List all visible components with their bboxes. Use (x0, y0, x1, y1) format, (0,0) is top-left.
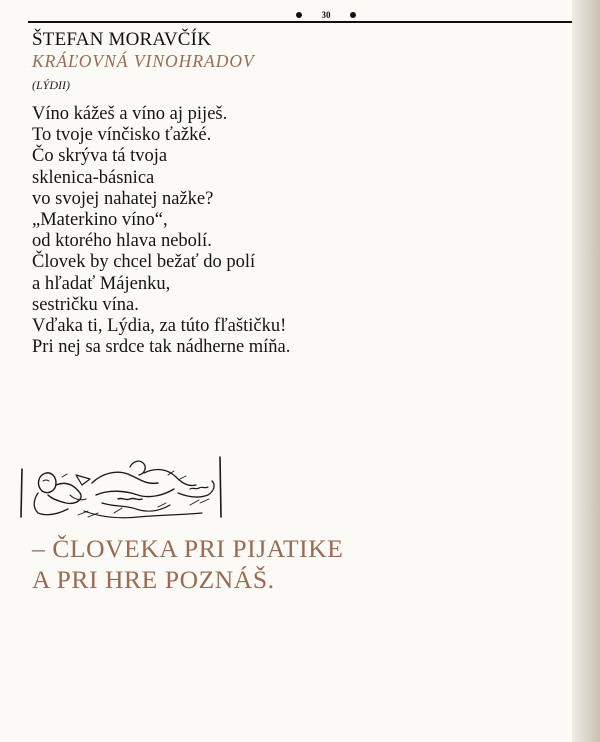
verse-line: Víno kážeš a víno aj piješ. (32, 104, 228, 124)
verse-line: Pri nej sa srdce tak nádherne míňa. (32, 337, 291, 358)
page-edge-shadow (572, 0, 600, 742)
verse-line: od ktorého hlava nebolí. (32, 231, 212, 252)
verse-line: Človek by chcel bežať do polí (32, 252, 256, 273)
poem-stanza (32, 104, 432, 358)
verse-line: Čo skrýva tá tvoja (32, 146, 168, 167)
page-number: 30 (321, 10, 331, 20)
verse-line: Vďaka ti, Lýdia, za túto fľaštičku! (32, 316, 287, 337)
poem-dedication: (LÝDII) (32, 78, 70, 92)
reclining-figures-sketch-icon (18, 455, 226, 525)
proverb-line: A PRI HRE POZNÁŠ. (32, 565, 275, 594)
verse-line: vo svojej nahatej nažke? (32, 188, 214, 209)
verse-line: sklenica-básnica (32, 167, 155, 188)
proverb (32, 533, 512, 595)
bullet-left-icon (296, 12, 302, 18)
verse-line: To tvoje vínčisko ťažké. (32, 125, 212, 146)
header-rule (28, 21, 572, 23)
verse-line: sestričku vína. (32, 294, 139, 315)
verse-line: a hľadať Májenku, (32, 273, 171, 294)
proverb-line: – ČLOVEKA PRI PIJATIKE (32, 534, 344, 563)
bullet-right-icon (350, 12, 356, 18)
author-name: ŠTEFAN MORAVČÍK (32, 29, 212, 50)
page-number-header (296, 8, 356, 22)
verse-line: „Materkino víno“, (32, 210, 168, 231)
poem-title: KRÁĽOVNÁ VINOHRADOV (32, 51, 255, 71)
